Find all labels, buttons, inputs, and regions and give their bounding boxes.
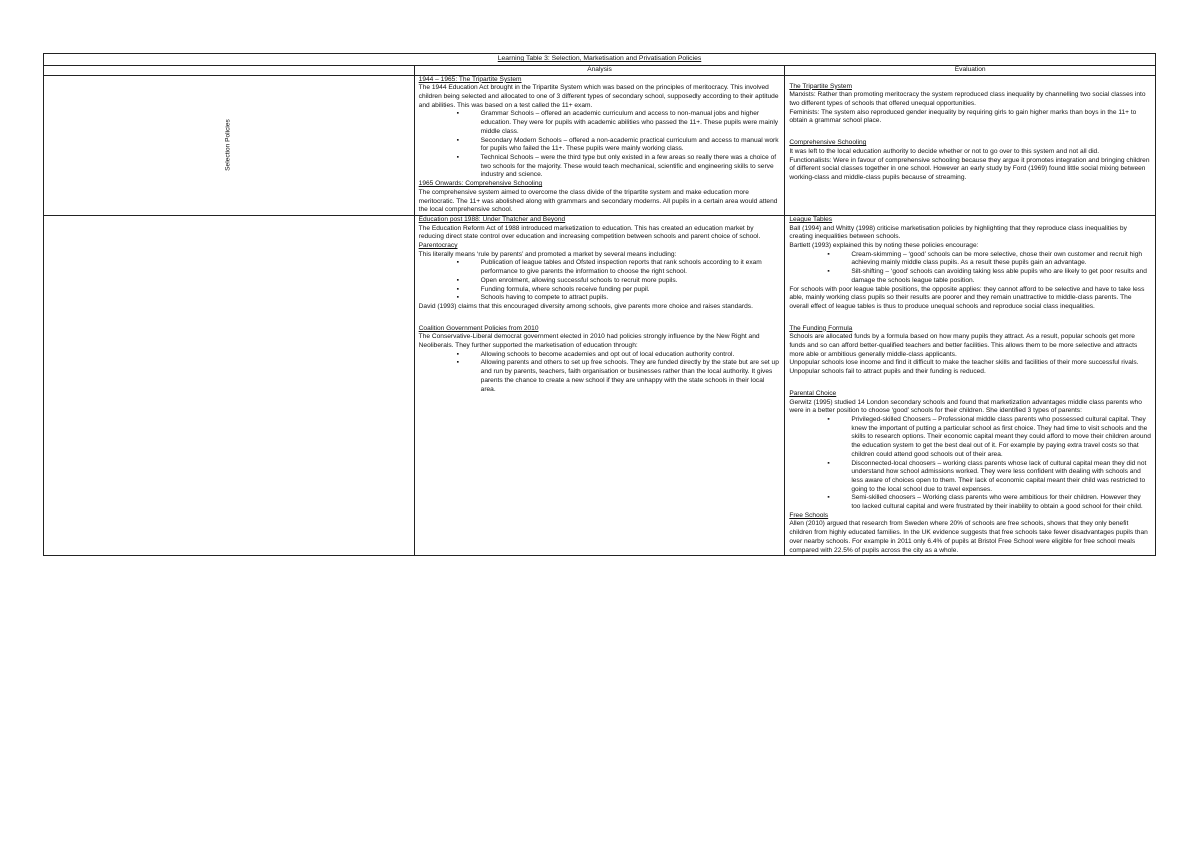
list-item: ▪ Semi-skilled choosers – Working class parents who were ambitious for their children. However they too lacked cultural capital and were frustrated by their inability to obtain a good school for their child.: [851, 494, 1151, 511]
paragraph: Schools are allocated funds by a formula based on how many pupils they attract. As a result, popular schools get more funds and so can afford better-qualified teachers and better facilities. This allows them to be more selective and attracts more able or ambitious generally middle-class applicants.: [789, 333, 1138, 358]
list-item: ▪ Secondary Modern Schools – offered a non-academic practical curriculum and access to manual work for pupils who failed the 11+. These pupils were mainly working class.: [481, 137, 781, 154]
header-row: [44, 65, 1156, 75]
side-label: Selection Policies: [224, 119, 232, 172]
section-heading: Parental Choice: [789, 389, 837, 397]
evaluation-cell: [785, 75, 1156, 215]
spacer: [789, 377, 1151, 390]
spacer: [789, 76, 1151, 83]
paragraph: David (1993) claims that this encouraged diversity among schools, give parents more choice and raises standards.: [418, 302, 753, 310]
spacer: [789, 312, 1151, 325]
paragraph: Ball (1994) and Whitty (1998) criticise marketisation policies by highlighting that they reproduce class inequalities by creating inequalities between schools.: [789, 224, 1127, 241]
paragraph: Marxists: Rather than promoting meritocracy the system reproduced class inequality by channelling two social classes into two different types of schools that offered unequal opportunities.: [789, 91, 1146, 108]
analysis-header: Analysis: [414, 65, 785, 75]
spacer: [789, 126, 1151, 139]
list-item: ▪ Open enrolment, allowing successful schools to recruit more pupils.: [481, 277, 781, 286]
list-item: ▪ Disconnected-local choosers – working class parents whose lack of cultural capital mean they did not understand how school admissions worked. They were less confident with dealing with schools and less aware of choices open to them. Their lack of economic capital meant their child was restricted to going to the local school due to travel expenses.: [851, 460, 1151, 495]
paragraph: Allen (2010) argued that research from Sweden where 20% of schools are free schools, shows that they only benefit children from highly educated families. In the UK evidence suggests that free schools take fewer disadvantages pupils than over nearby schools. For example in 2011 only 6.4% of pupils at Bristol Free School were eligible for free school meals compared with 22.5% of pupils across the city as a whole.: [789, 520, 1148, 554]
table-title: Learning Table 3: Selection, Marketisation and Privatisation Policies: [497, 55, 702, 62]
title-row: [44, 54, 1156, 66]
paragraph: Gerwitz (1995) studied 14 London secondary schools and found that marketization advantages middle class parents who were in a better position to choose ‘good’ schools for their children. She identified 3 types of parents:: [789, 398, 1142, 415]
list-item: ▪ Publication of league tables and Ofsted inspection reports that rank schools according to it exam performance to give parents the information to choose the right school.: [481, 259, 781, 276]
bullet-list: [419, 351, 781, 395]
section-heading: Coalition Government Policies from 2010: [418, 324, 539, 332]
list-item: ▪ Silt-shifting – ‘good’ schools can avoiding taking less able pupils who are likely to get poor results and damage the schools league table position.: [851, 268, 1151, 285]
section-heading: The Tripartite System: [789, 82, 852, 90]
side-label-cell: [44, 215, 415, 555]
paragraph: It was left to the local education authority to decide whether or not to go over to this system and not all did.: [789, 147, 1100, 155]
paragraph: Functionalists: Were in favour of comprehensive schooling because they argue it promotes integration and bringing children of different social classes together in one school. However an early study by Ford (1969) found little social mixing between working-class and middle-class pupils because of streaming.: [789, 156, 1150, 181]
evaluation-header: Evaluation: [785, 65, 1156, 75]
list-item: ▪ Allowing schools to become academies and opt out of local education authority control.: [481, 351, 781, 360]
section-heading: Parentocracy: [418, 242, 458, 250]
section-heading: Free Schools: [789, 511, 829, 519]
section-heading: The Funding Formula: [789, 324, 853, 332]
bullet-list: [419, 110, 781, 180]
analysis-cell: [414, 215, 785, 555]
paragraph: This literally means ‘rule by parents’ and promoted a market by several means including:: [418, 250, 677, 258]
list-item: ▪ Cream-skimming – ‘good’ schools can be more selective, chose their own customer and recruit high achieving mainly middle class pupils. As a result these pupils gain an advantage.: [851, 251, 1151, 268]
bullet-list: [789, 416, 1151, 512]
paragraph: The 1944 Education Act brought in the Tripartite System which was based on the principles of meritocracy. This involved children being selected and allocated to one of 3 different types of secondary school, supposedly according to their aptitude and abilities. This was based on a test called the 11+ exam.: [418, 84, 779, 109]
row-marketisation-policies: [44, 215, 1156, 555]
paragraph: The Conservative-Liberal democrat government elected in 2010 had policies strongly influence by the New Right and Neoliberals. They further supported the marketisation of education through:: [418, 333, 760, 350]
section-heading: League Tables: [789, 215, 833, 223]
list-item: ▪ Schools having to compete to attract pupils.: [481, 294, 781, 303]
list-item: ▪ Allowing parents and others to set up free schools. They are funded directly by the state but are set up and run by parents, teachers, faith organisation or businesses rather than the local authority. It gives parents the chance to create a new school if they are unhappy with the state schools in their local area.: [481, 359, 781, 394]
paragraph: Bartlett (1993) explained this by noting these policies encourage:: [789, 242, 979, 250]
bullet-list: [789, 251, 1151, 286]
evaluation-cell: [785, 215, 1156, 555]
list-item: ▪ Grammar Schools – offered an academic curriculum and access to non-manual jobs and higher education. They were for pupils with academic abilities who passed the 11+. These pupils were mainly middle class.: [481, 110, 781, 136]
list-item: ▪ Funding formula, where schools receive funding per pupil.: [481, 286, 781, 295]
list-item: ▪ Privileged-skilled Choosers – Professional middle class parents who possessed cultural capital. They knew the important of putting a particular school as first choice. They had time to visit schools and the skills to research options. Their economic capital meant they could afford to move their children around the education system to get the best deal out of it. For example by paying extra travel costs so that children could attend good schools out of their area.: [851, 416, 1151, 460]
paragraph: The comprehensive system aimed to overcome the class divide of the tripartite system and make education more meritocratic. The 11+ was abolished along with grammars and secondary moderns. All pupils in a certain area would attend the local comprehensive school.: [418, 188, 778, 214]
title-cell: [44, 54, 1156, 66]
row-selection-policies: [44, 75, 1156, 215]
paragraph: For schools with poor league table positions, the opposite applies: they cannot afford to be selective and have to take less able, mainly working class pupils so their results are poorer and they remain unattractive to middle-class parents. The overall effect of league tables is thus to produce unequal schools and reproduce social class inequalities.: [789, 285, 1145, 310]
analysis-cell: [414, 75, 785, 215]
bullet-list: [419, 259, 781, 303]
section-heading: 1965 Onwards: Comprehensive Schooling: [418, 180, 543, 188]
section-heading: Education post 1988: Under Thatcher and Beyond: [418, 215, 566, 223]
list-item: ▪ Technical Schools – were the third type but only existed in a few areas so really there was a choice of two schools for the majority. These would teach mechanical, scientific and engineering skills to serve industry and science.: [481, 154, 781, 180]
section-heading: Comprehensive Schooling: [789, 139, 867, 147]
paragraph: Feminists: The system also reproduced gender inequality by requiring girls to gain higher marks than boys in the 11+ to obtain a grammar school place.: [789, 108, 1137, 125]
paragraph: The Education Reform Act of 1988 introduced marketization to education. This has created an education market by reducing direct state control over education and increasing competition between schools and parent choice of school.: [418, 224, 761, 241]
paragraph: Unpopular schools lose income and find it difficult to make the teacher skills and facilities of their more successful rivals. Unpopular schools fail to attract pupils and their funding is reduced.: [789, 359, 1139, 376]
section-heading: 1944 – 1965: The Tripartite System: [418, 75, 522, 83]
side-header-cell: [44, 65, 415, 75]
learning-table: [43, 53, 1156, 556]
side-label-cell: [44, 75, 415, 215]
spacer: [419, 312, 781, 325]
